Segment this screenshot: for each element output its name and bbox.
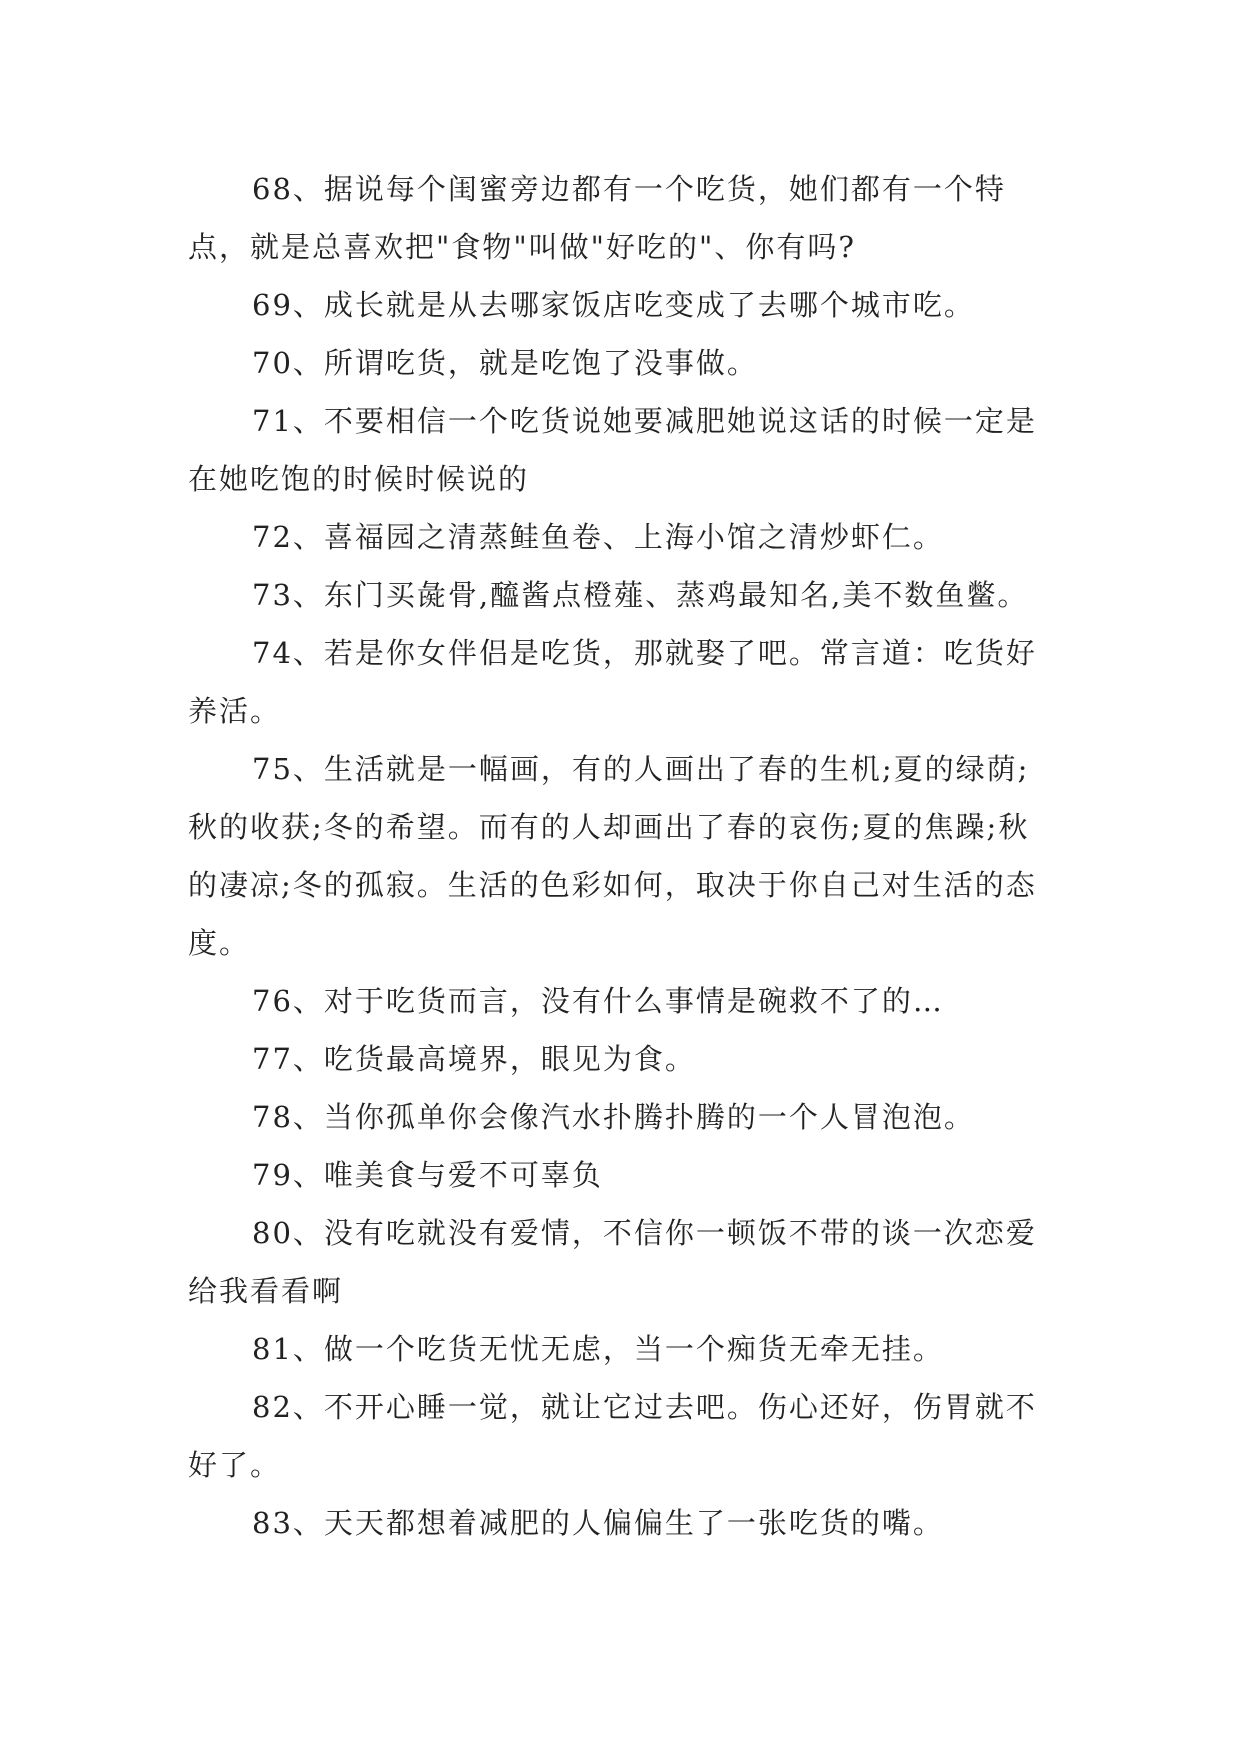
- paragraph-69: 69、成长就是从去哪家饭店吃变成了去哪个城市吃。: [252, 288, 975, 322]
- paragraph-73: 73、东门买彘骨,醯酱点橙薤、蒸鸡最知名,美不数鱼鳖。: [252, 578, 1029, 612]
- paragraph-83: 83、天天都想着减肥的人偏偏生了一张吃货的嘴。: [252, 1506, 944, 1540]
- paragraph-79: 79、唯美食与爱不可辜负: [252, 1158, 603, 1192]
- paragraph-81: 81、做一个吃货无忧无虑，当一个痴货无牵无挂。: [252, 1332, 944, 1366]
- paragraph-71: 71、不要相信一个吃货说她要减肥她说这话的时候一定是在她吃饱的时候时候说的: [188, 404, 1037, 496]
- paragraph-76: 76、对于吃货而言，没有什么事情是碗救不了的…: [252, 984, 944, 1018]
- paragraph-82: 82、不开心睡一觉，就让它过去吧。伤心还好，伤胃就不好了。: [188, 1390, 1037, 1482]
- paragraph-68: 68、据说每个闺蜜旁边都有一个吃货，她们都有一个特点，就是总喜欢把"食物"叫做"好吃的"、你有吗?: [188, 172, 1006, 264]
- paragraph-77: 77、吃货最高境界，眼见为食。: [252, 1042, 696, 1076]
- paragraph-80: 80、没有吃就没有爱情，不信你一顿饭不带的谈一次恋爱给我看看啊: [188, 1216, 1037, 1308]
- paragraph-78: 78、当你孤单你会像汽水扑腾扑腾的一个人冒泡泡。: [252, 1100, 975, 1134]
- paragraph-75: 75、生活就是一幅画，有的人画出了春的生机;夏的绿荫;秋的收获;冬的希望。而有的人却画出了春的哀伤;夏的焦躁;秋的凄凉;冬的孤寂。生活的色彩如何，取决于你自己对生活的态度。: [188, 752, 1037, 960]
- document-body: [188, 160, 1054, 1552]
- paragraph-72: 72、喜福园之清蒸鲑鱼卷、上海小馆之清炒虾仁。: [252, 520, 944, 554]
- paragraph-70: 70、所谓吃货，就是吃饱了没事做。: [252, 346, 758, 380]
- paragraph-74: 74、若是你女伴侣是吃货，那就娶了吧。常言道：吃货好养活。: [188, 636, 1037, 728]
